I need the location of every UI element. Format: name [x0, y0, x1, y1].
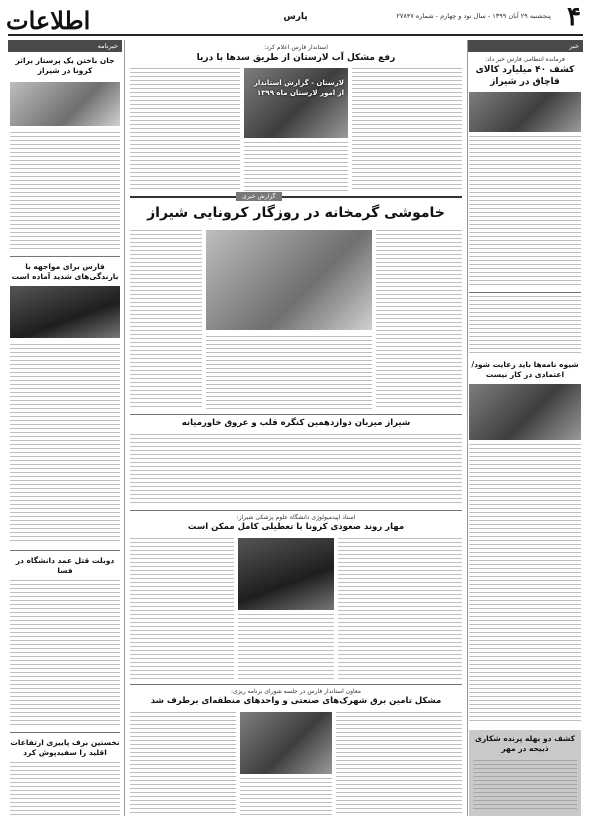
left-story4-headline[interactable]: نخستین برف پاییزی ارتفاعات اقلید را سفیدپوش کرد [10, 738, 120, 757]
feature-headline[interactable]: خاموشی گرمخانه در روزگار کرونایی شیراز [147, 205, 445, 221]
right-story1-headline[interactable]: کشف ۴۰ میلیارد کالای قاچاق در شیراز [475, 65, 575, 87]
right-story1-kicker: فرمانده انتظامی فارس خبر داد: [485, 56, 565, 63]
covid-body-col1 [338, 538, 462, 680]
masthead [0, 0, 591, 42]
industry-body-col1 [336, 712, 462, 816]
top-story-headline[interactable]: رفع مشکل آب لارستان از طریق سدها با دریا [196, 53, 396, 63]
divider [10, 550, 120, 551]
industry-headline[interactable]: مشکل تامین برق شهرک‌های صنعتی و واحدهای منطقه‌ای برطرف شد [150, 696, 442, 706]
right-story2-body [469, 444, 581, 724]
industry-body-col3 [240, 778, 332, 816]
left-column-header: خبرنامه [8, 40, 122, 52]
governor-photo [244, 68, 348, 138]
covid-body-col3 [238, 614, 334, 680]
right-story3-headline[interactable]: کشف دو بهله پرنده شکاری ذبیحه در مهر [474, 734, 576, 753]
feature-body-col2 [130, 230, 202, 410]
covid-body-col2 [130, 538, 234, 680]
right-column-header: خبر [467, 40, 583, 52]
brand-logo: اطلاعات [6, 6, 91, 35]
covid-headline[interactable]: مهار روند صعودی کرونا با تعطیلی کامل ممکن است [187, 522, 405, 532]
left-story3-headline[interactable]: دوبلت قتل عمد دانشگاه در فسا [15, 556, 115, 575]
right-story2-intro [469, 296, 581, 356]
divider [130, 414, 462, 415]
page-number: ۴ [567, 2, 581, 32]
divider [469, 292, 581, 293]
right-story2-headline[interactable]: شیوه نامه‌ها باید رعایت شود/ اعتمادی در کار نیست [471, 360, 579, 379]
police-commander-photo [469, 92, 581, 132]
divider [130, 684, 462, 685]
left-story3-body [10, 580, 120, 726]
top-story-body-col2 [130, 68, 240, 192]
top-story-body-col1 [352, 68, 462, 192]
section-title: پارس [283, 12, 308, 22]
feature-body-col1 [376, 230, 462, 410]
official-portrait-photo [469, 384, 581, 440]
feature-rule [130, 196, 462, 198]
left-story1-body [10, 132, 120, 252]
masthead-rule [8, 34, 583, 36]
divider [10, 256, 120, 257]
industry-kicker: معاون استاندار فارس در جلسه شورای برنامه ریزی: [231, 688, 361, 695]
industry-body-col2 [130, 712, 236, 816]
nurse-photo [10, 82, 120, 126]
left-story2-headline[interactable]: فارس برای مواجهه با بارندگی‌های شدید آماده است [11, 262, 119, 281]
left-story4-body [10, 762, 120, 816]
feature-label: گزارش خبری [236, 192, 282, 201]
shelter-photo [206, 230, 372, 330]
photo-caption: لارستان - گزارش استاندار از امور لارستان ماه ۱۳۹۹ [253, 79, 344, 97]
top-story-body-col3 [244, 142, 348, 192]
column-rule-left [124, 40, 125, 816]
tourism-body [130, 434, 462, 504]
left-story1-headline[interactable]: جان باختن یک پرستار براثر کرونا در شیراز [15, 56, 115, 75]
right-story1-body [469, 136, 581, 286]
column-rule-right [467, 40, 468, 816]
rain-photo [10, 286, 120, 338]
divider [130, 510, 462, 511]
divider [10, 732, 120, 733]
feature-body-col3 [206, 336, 372, 410]
left-story2-body [10, 344, 120, 544]
covid-ward-photo [238, 538, 334, 610]
publication-date: پنجشنبه ۲۹ آبان ۱۳۹۹ - سال نود و چهارم - شماره ۲۷۸۴۷ [396, 12, 551, 20]
tourism-headline[interactable]: شیراز میزبان دوازدهمین کنگره قلب و عروق خاورمیانه [181, 418, 411, 428]
meeting-photo [240, 712, 332, 774]
right-story3-box [469, 730, 581, 816]
covid-kicker: استاد اپیدمیولوژی دانشگاه علوم پزشکی شیراز: [236, 514, 356, 521]
top-story-kicker: استاندار فارس اعلام کرد: [264, 44, 328, 51]
right-story3-body [473, 760, 577, 810]
